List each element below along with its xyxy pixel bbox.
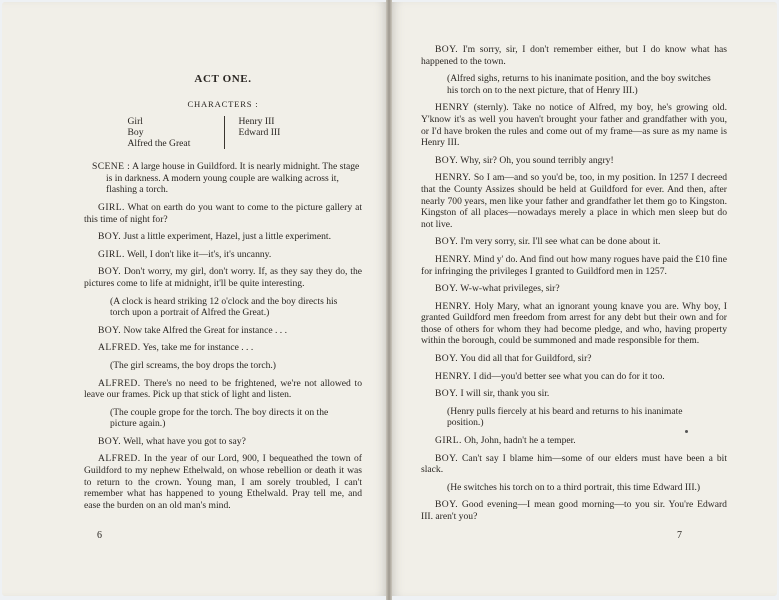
dialogue-line: ALFRED. There's no need to be frightened, we're not allowed to leave our frames. Pick up that stick of light and listen.: [84, 377, 362, 401]
cast-item: Edward III: [238, 127, 281, 139]
dialogue-line: ALFRED. Yes, take me for instance . . .: [98, 342, 254, 354]
stage-direction: (A clock is heard striking 12 o'clock and the boy directs his torch upon a portrait of Alfred the Great.): [110, 295, 338, 319]
dialogue-line: HENRY. I did—you'd better see what you can do for it too.: [435, 370, 665, 382]
stage-direction: (Alfred sighs, returns to his inanimate position, and the boy switches his torch on to the next picture, that of Henry III.): [447, 73, 711, 96]
cast-item: Girl: [127, 116, 143, 128]
dialogue-line: BOY. I will sir, thank you sir.: [435, 388, 550, 400]
right-page: [389, 2, 777, 596]
dialogue-line: BOY. Good evening—I mean good morning—to you sir. You're Edward III. aren't you?: [421, 499, 727, 522]
left-text-column: [84, 74, 362, 517]
stage-direction: (Henry pulls fiercely at his beard and returns to his inanimate position.): [447, 405, 683, 429]
scene-label: SCENE :: [92, 161, 131, 173]
cast-divider: [224, 116, 225, 149]
cast-item: Henry III: [238, 116, 275, 128]
stage-direction: (The girl screams, the boy drops the torch.): [110, 359, 276, 371]
characters-title: CHARACTERS :: [187, 98, 259, 109]
dialogue-line: BOY. W-w-what privileges, sir?: [435, 283, 560, 295]
ink-speck: [685, 430, 688, 433]
dialogue-line: BOY. Why, sir? Oh, you sound terribly angry!: [435, 154, 614, 166]
page-number-left: 6: [97, 530, 102, 541]
stage-direction: (He switches his torch on to a third portrait, this time Edward III.): [447, 481, 701, 493]
dialogue-line: BOY. Don't worry, my girl, don't worry. If, as they say they do, the pictures come to life at midnight, it'll be quite interesting.: [84, 266, 363, 289]
left-page: [2, 2, 389, 596]
dialogue-line: BOY. I'm very sorry, sir. I'll see what can be done about it.: [435, 236, 661, 248]
dialogue-line: BOY. Now take Alfred the Great for instance . . .: [98, 324, 288, 336]
act-heading: ACT ONE.: [194, 73, 252, 85]
dialogue-line: HENRY. So I am—and so you'd be, too, in my position. In 1257 I decreed that the County Assizes should be held at Guildford for ever. And then, after nearly 700 years, men like your father and grandfather let them go to Kingston. Kingston of all places—nowadays merely a place in which men sleep but do not live.: [421, 172, 727, 230]
dialogue-line: ALFRED. In the year of our Lord, 900, I bequeathed the town of Guildford to my nephew Ethelwald, on whose rebellion or death it was to return to the crown. Young man, I am sorely troubled, I can't remember what has happened to young Ethelwald. Pray tell me, and ease the burden on an old man's mind.: [84, 453, 362, 511]
book-gutter: [386, 0, 392, 600]
scene-description: [84, 161, 362, 196]
dialogue-line: BOY. I'm sorry, sir, I don't remember either, but I do know what has happened to the town.: [421, 44, 727, 67]
dialogue-line: GIRL. Oh, John, hadn't he a temper.: [435, 435, 576, 447]
page-number-right: 7: [677, 530, 682, 541]
cast-list: [84, 116, 362, 149]
scene-text: A large house in Guildford. It is nearly midnight. The stage is in darkness. A modern young couple are walking across it, flashing a torch.: [106, 161, 360, 196]
stage-direction: (The couple grope for the torch. The boy directs it on the picture again.): [110, 406, 329, 430]
dialogue-line: HENRY (sternly). Take no notice of Alfred, my boy, he's growing old. Y'know it's as well you haven't brought your father and grandfather with you, or I'd have broken the rules and come out of my frame—as sure as my name is Henry III.: [421, 102, 727, 149]
dialogue-line: BOY. You did all that for Guildford, sir?: [435, 353, 592, 365]
cast-item: Boy: [127, 127, 144, 139]
dialogue-line: GIRL. Well, I don't like it—it's, it's uncanny.: [98, 248, 272, 260]
cast-item: Alfred the Great: [127, 138, 191, 150]
dialogue-line: BOY. Well, what have you got to say?: [98, 435, 246, 447]
dialogue-line: GIRL. What on earth do you want to come to the picture gallery at this time of night for?: [84, 201, 362, 225]
dialogue-line: HENRY. Mind y' do. And find out how many rogues have paid the £10 fine for infringing the privileges I granted to Guildford men in 1257.: [421, 253, 727, 277]
dialogue-line: HENRY. Holy Mary, what an ignorant young knave you are. Why boy, I granted Guildford men freedom from arrest for any debt but their own and for those of others for whom they had become pledge, and who, having property within the borough, could be summoned and made responsible for them.: [421, 300, 728, 347]
right-text-column: [421, 44, 727, 529]
dialogue-line: BOY. Can't say I blame him—some of our elders must have been a bit slack.: [421, 452, 727, 476]
dialogue-line: BOY. Just a little experiment, Hazel, just a little experiment.: [98, 231, 331, 243]
